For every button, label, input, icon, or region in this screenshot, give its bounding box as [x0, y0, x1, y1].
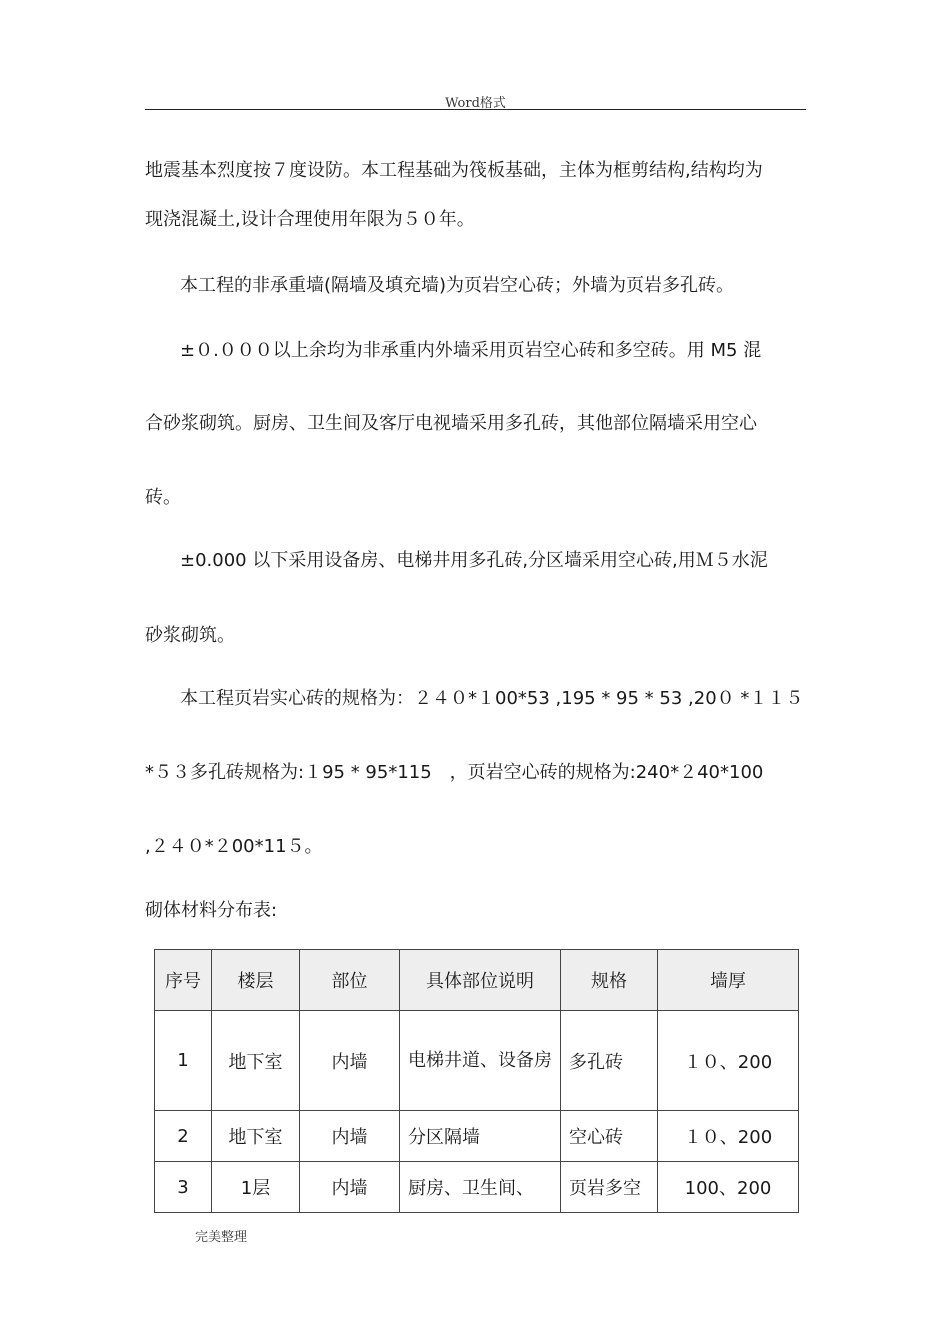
- paragraph-line: 地震基本烈度按７度设防。本工程基础为筏板基础，主体为框剪结构,结构均为: [145, 160, 763, 181]
- cell-thickness: １０、200: [658, 1111, 799, 1162]
- header-cell: 部位: [300, 950, 400, 1011]
- paragraph-line: 合砂浆砌筑。厨房、卫生间及客厅电视墙采用多孔砖，其他部位隔墙采用空心: [145, 413, 757, 434]
- header-cell: 序号: [155, 950, 212, 1011]
- cell-location: 内墙: [300, 1162, 400, 1213]
- header-cell: 楼层: [212, 950, 300, 1011]
- paragraph-line: 砂浆砌筑。: [145, 625, 235, 646]
- header-cell: 规格: [561, 950, 658, 1011]
- cell-index: 2: [155, 1111, 212, 1162]
- paragraph-line: 现浇混凝土,设计合理使用年限为５０年。: [145, 209, 475, 230]
- page-header: Word格式: [445, 96, 506, 111]
- paragraph-line: ±０.０００以上余均为非承重内外墙采用页岩空心砖和多空砖。用 M5 混: [180, 340, 762, 361]
- cell-thickness: 100、200: [658, 1162, 799, 1213]
- header-rule: [145, 109, 806, 110]
- table-row: [155, 1011, 799, 1111]
- cell-floor: 地下室: [212, 1011, 300, 1111]
- paragraph-line: ,２４０*２00*11５。: [145, 836, 323, 857]
- cell-location: 内墙: [300, 1011, 400, 1111]
- cell-index: 1: [155, 1011, 212, 1111]
- paragraph-line: 砖。: [145, 487, 181, 508]
- paragraph-line: 本工程页岩实心砖的规格为：２４０*１00*53 ,195 * 95 * 53 ,20０ *１１５: [180, 688, 804, 709]
- cell-description: 电梯井道、设备房: [400, 1011, 561, 1111]
- cell-floor: 1层: [212, 1162, 300, 1213]
- table-row: [155, 1162, 799, 1213]
- table-row: [155, 1111, 799, 1162]
- cell-description: 厨房、卫生间、: [400, 1162, 561, 1213]
- paragraph-line: *５３多孔砖规格为:１95 * 95*115 ，页岩空心砖的规格为:240*２40*100: [145, 762, 764, 783]
- header-cell: 具体部位说明: [400, 950, 561, 1011]
- cell-spec: 页岩多空: [561, 1162, 658, 1213]
- cell-floor: 地下室: [212, 1111, 300, 1162]
- cell-spec: 多孔砖: [561, 1011, 658, 1111]
- table-caption: 砌体材料分布表:: [145, 900, 278, 921]
- cell-index: 3: [155, 1162, 212, 1213]
- cell-description: 分区隔墙: [400, 1111, 561, 1162]
- page-footer: 完美整理: [195, 1230, 248, 1245]
- paragraph-line: 本工程的非承重墙(隔墙及填充墙)为页岩空心砖；外墙为页岩多孔砖。: [180, 275, 735, 296]
- cell-location: 内墙: [300, 1111, 400, 1162]
- cell-spec: 空心砖: [561, 1111, 658, 1162]
- table-header-row: [155, 950, 799, 1011]
- paragraph-line: ±0.000 以下采用设备房、电梯井用多孔砖,分区墙采用空心砖,用Ｍ５水泥: [180, 550, 768, 571]
- masonry-material-table: [154, 949, 799, 1213]
- cell-thickness: １０、200: [658, 1011, 799, 1111]
- header-cell: 墙厚: [658, 950, 799, 1011]
